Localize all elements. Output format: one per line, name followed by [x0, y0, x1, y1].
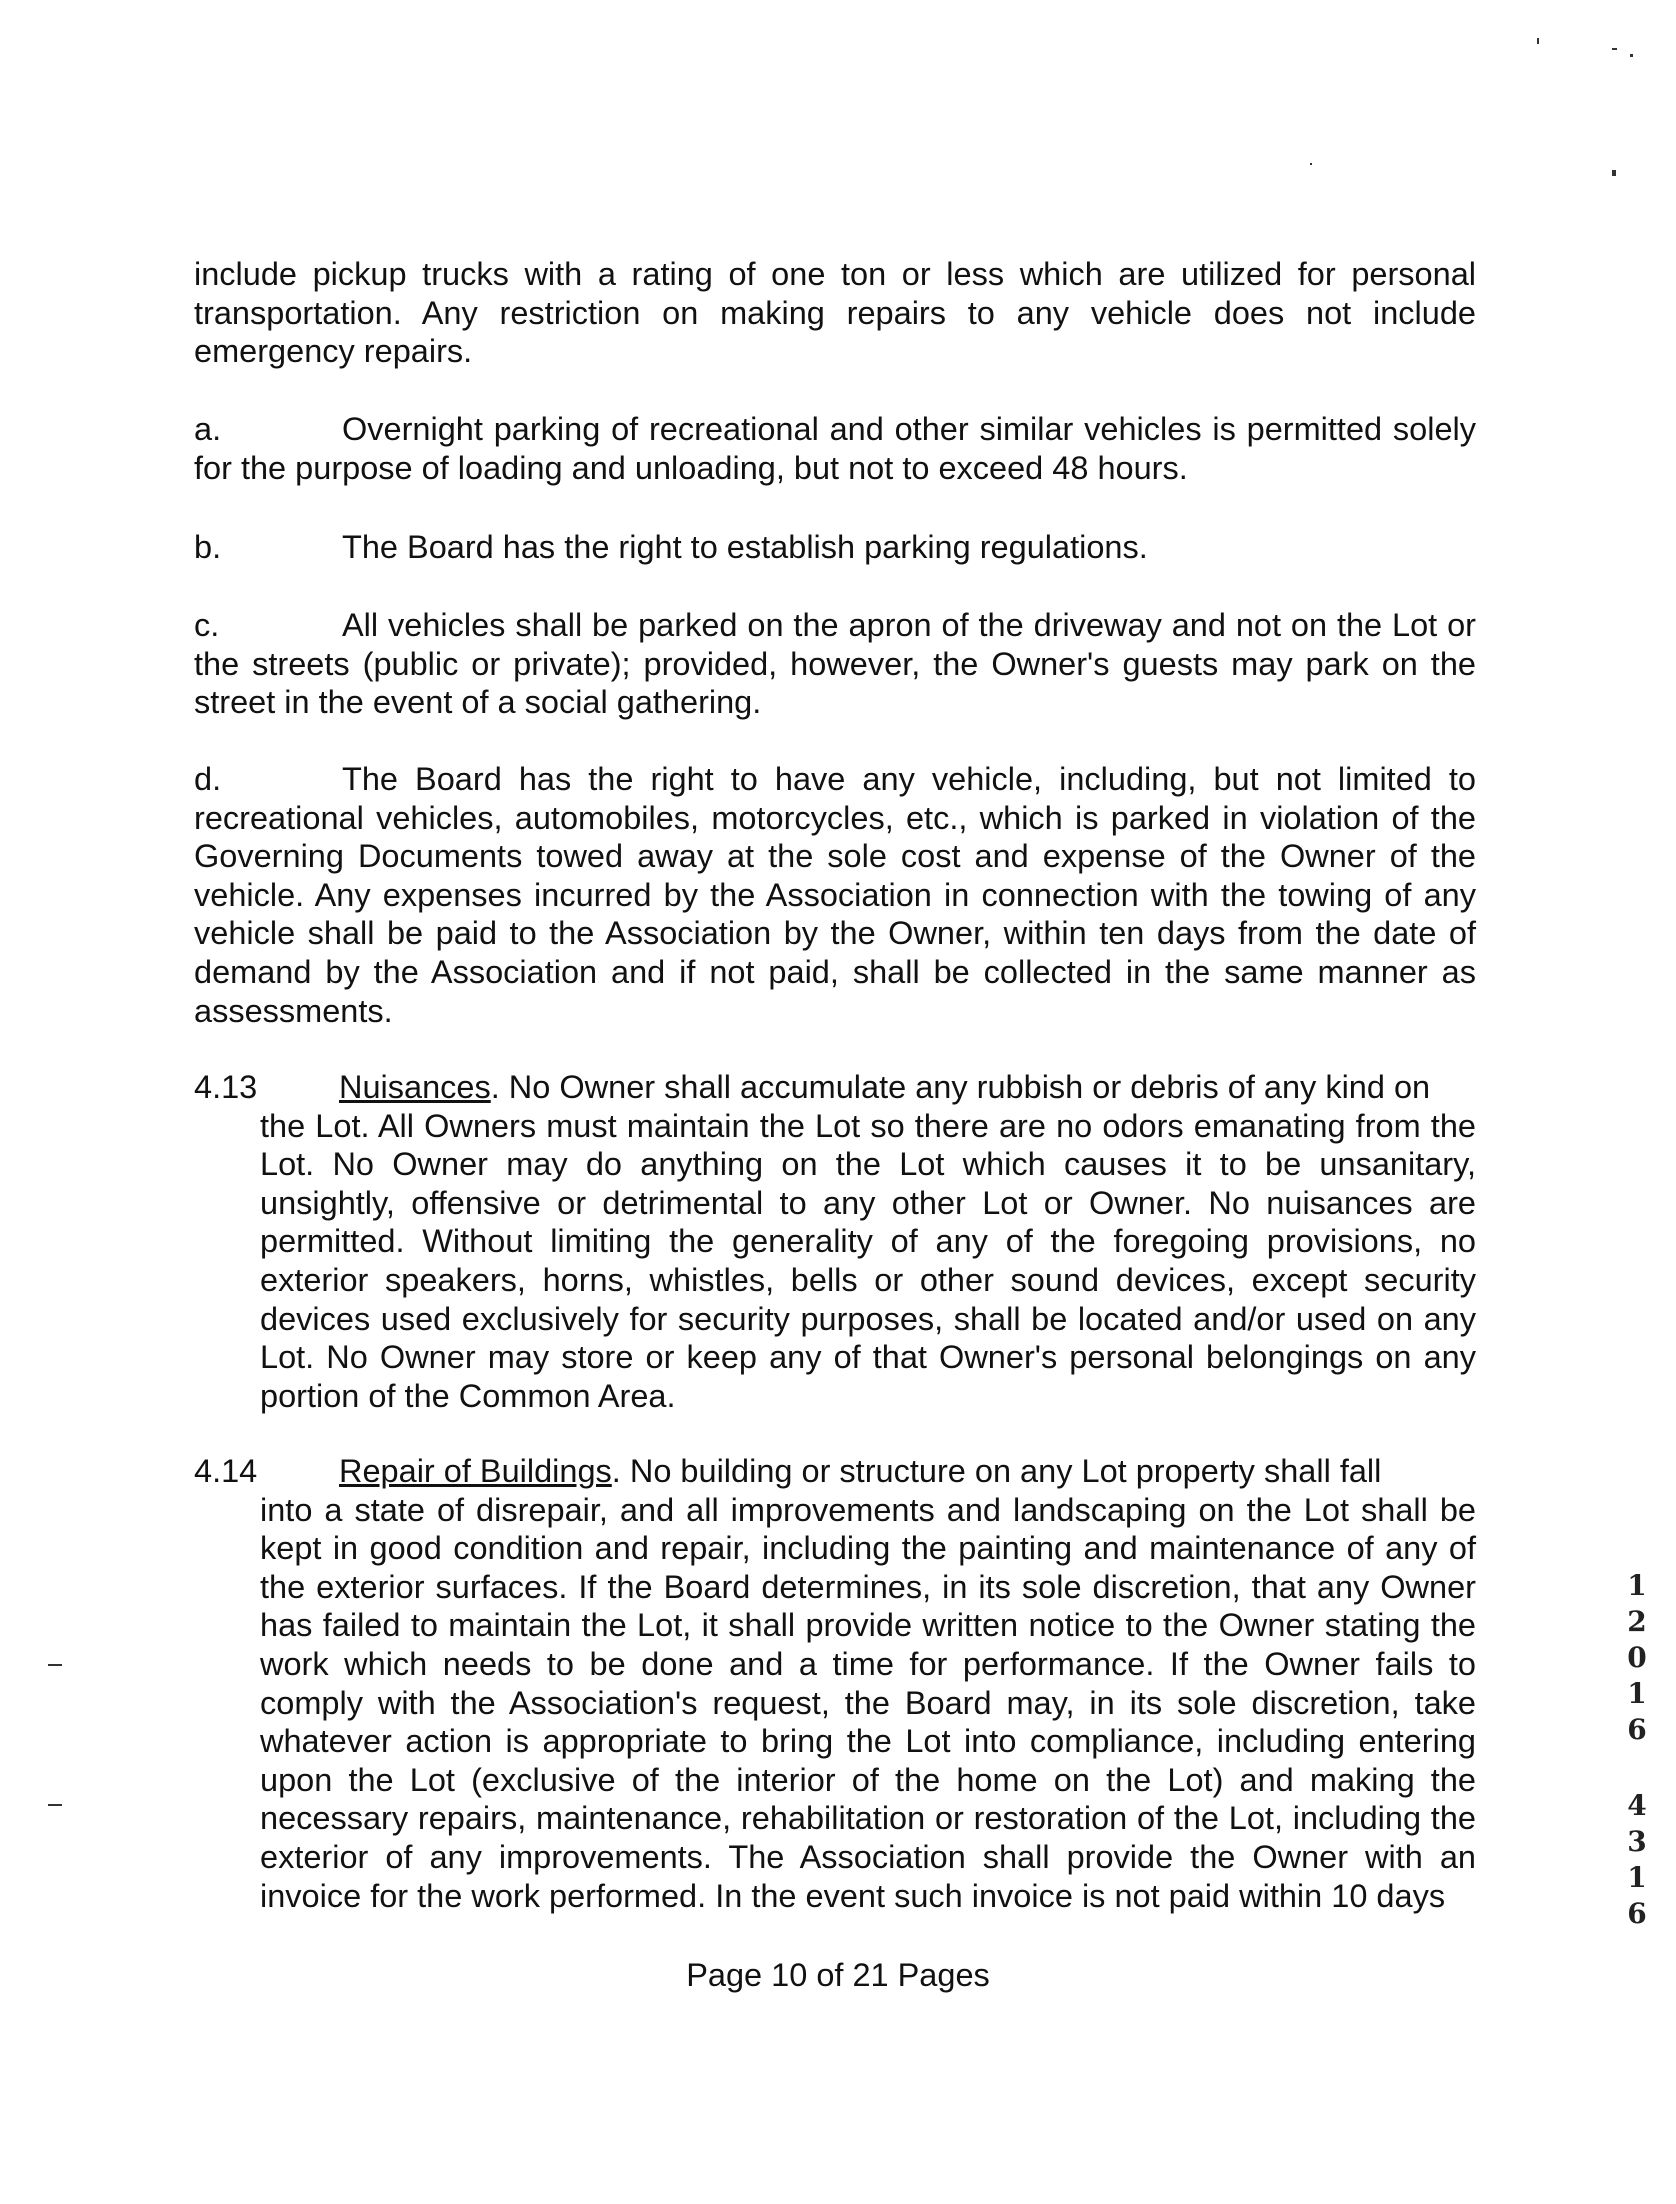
section-number: 4.14: [194, 1453, 258, 1489]
section-4-13: [194, 1068, 1476, 1415]
scan-speck: [48, 1664, 62, 1666]
list-item-text: Overnight parking of recreational and other similar vehicles is permitted solely for the purpose of loading and unloading, but not to exceed 48 hours.: [194, 411, 1476, 486]
stamp-digit: 6: [1627, 1897, 1647, 1930]
section-heading: Nuisances: [339, 1069, 491, 1105]
recording-number-stamp: [1622, 1568, 1652, 1932]
section-heading: Repair of Buildings: [339, 1453, 612, 1489]
stamp-digit: 3: [1627, 1825, 1647, 1858]
intro-paragraph: include pickup trucks with a rating of one ton or less which are utilized for personal transportation. Any restriction on making repairs to any vehicle does not include emergency repairs.: [194, 256, 1476, 370]
stamp-digit: 4: [1627, 1789, 1647, 1822]
section-body: into a state of disrepair, and all improvements and landscaping on the Lot shall be kept in good condition and repair, including the painting and maintenance of any of the exterior surfaces. If the Board determines, in its sole discretion, that any Owner has failed to maintain the Lot, it shall provide written notice to the Owner stating the work which needs to be done and a time for performance. If the Owner fails to comply with the Association's request, the Board may, in its sole discretion, take whatever action is appropriate to bring the Lot into compliance, including entering upon the Lot (exclusive of the interior of the home on the Lot) and making the necessary repairs, maintenance, rehabilitation or restoration of the Lot, including the exterior of any improvements. The Association shall provide the Owner with an invoice for the work performed. In the event such invoice is not paid within 10 days: [260, 1491, 1476, 1914]
scan-speck: [1612, 170, 1616, 176]
section-first-line: [194, 1068, 1476, 1107]
stamp-digit: 2: [1627, 1605, 1647, 1638]
scan-speck: [48, 1804, 62, 1806]
list-item-a: [194, 410, 1476, 487]
list-item-text: The Board has the right to have any vehicle, including, but not limited to recreational vehicles, automobiles, motorcycles, etc., which is parked in violation of the Governing Documents towed away at the sole cost and expense of the Owner of the vehicle. Any expenses incurred by the Association in connection with the towing of any vehicle shall be paid to the Association by the Owner, within ten days from the date of demand by the Association and if not paid, shall be collected in the same manner as assessments.: [194, 761, 1476, 1029]
scan-speck: [1537, 38, 1539, 44]
list-item-text: All vehicles shall be parked on the apron of the driveway and not on the Lot or the streets (public or private); provided, however, the Owner's guests may park on the street in the event of a social gathering.: [194, 607, 1476, 721]
list-item-label: d.: [194, 761, 222, 797]
section-first-line: [194, 1452, 1476, 1491]
stamp-digit: 1: [1627, 1861, 1647, 1894]
scan-speck: [1310, 163, 1312, 165]
stamp-digit: 1: [1627, 1677, 1647, 1710]
scan-speck: [1630, 54, 1633, 57]
stamp-digit: 6: [1627, 1713, 1647, 1746]
list-item-label: b.: [194, 529, 222, 565]
list-item-label: a.: [194, 411, 222, 447]
list-item-text: The Board has the right to establish parking regulations.: [342, 529, 1148, 565]
section-number: 4.13: [194, 1069, 258, 1105]
stamp-digit: 1: [1627, 1569, 1647, 1602]
page-footer: Page 10 of 21 Pages: [686, 1957, 990, 1993]
list-item-c: [194, 606, 1476, 722]
list-item-label: c.: [194, 607, 220, 643]
section-lead: . No building or structure on any Lot property shall fall: [611, 1453, 1382, 1489]
stamp-digit: 0: [1627, 1641, 1647, 1674]
list-item-d: [194, 760, 1476, 1030]
section-lead: . No Owner shall accumulate any rubbish or debris of any kind on: [490, 1069, 1431, 1105]
scan-speck: [1612, 48, 1617, 50]
list-item-b: [194, 528, 1476, 567]
section-4-14: [194, 1452, 1476, 1915]
section-body: the Lot. All Owners must maintain the Lot so there are no odors emanating from the Lot. No Owner may do anything on the Lot which causes it to be unsanitary, unsightly, offensive or detrimental to any other Lot or Owner. No nuisances are permitted. Without limiting the generality of any of the foregoing provisions, no exterior speakers, horns, whistles, bells or other sound devices, except security devices used exclusively for security purposes, shall be located and/or used on any Lot. No Owner may store or keep any of that Owner's personal belongings on any portion of the Common Area.: [260, 1107, 1476, 1414]
